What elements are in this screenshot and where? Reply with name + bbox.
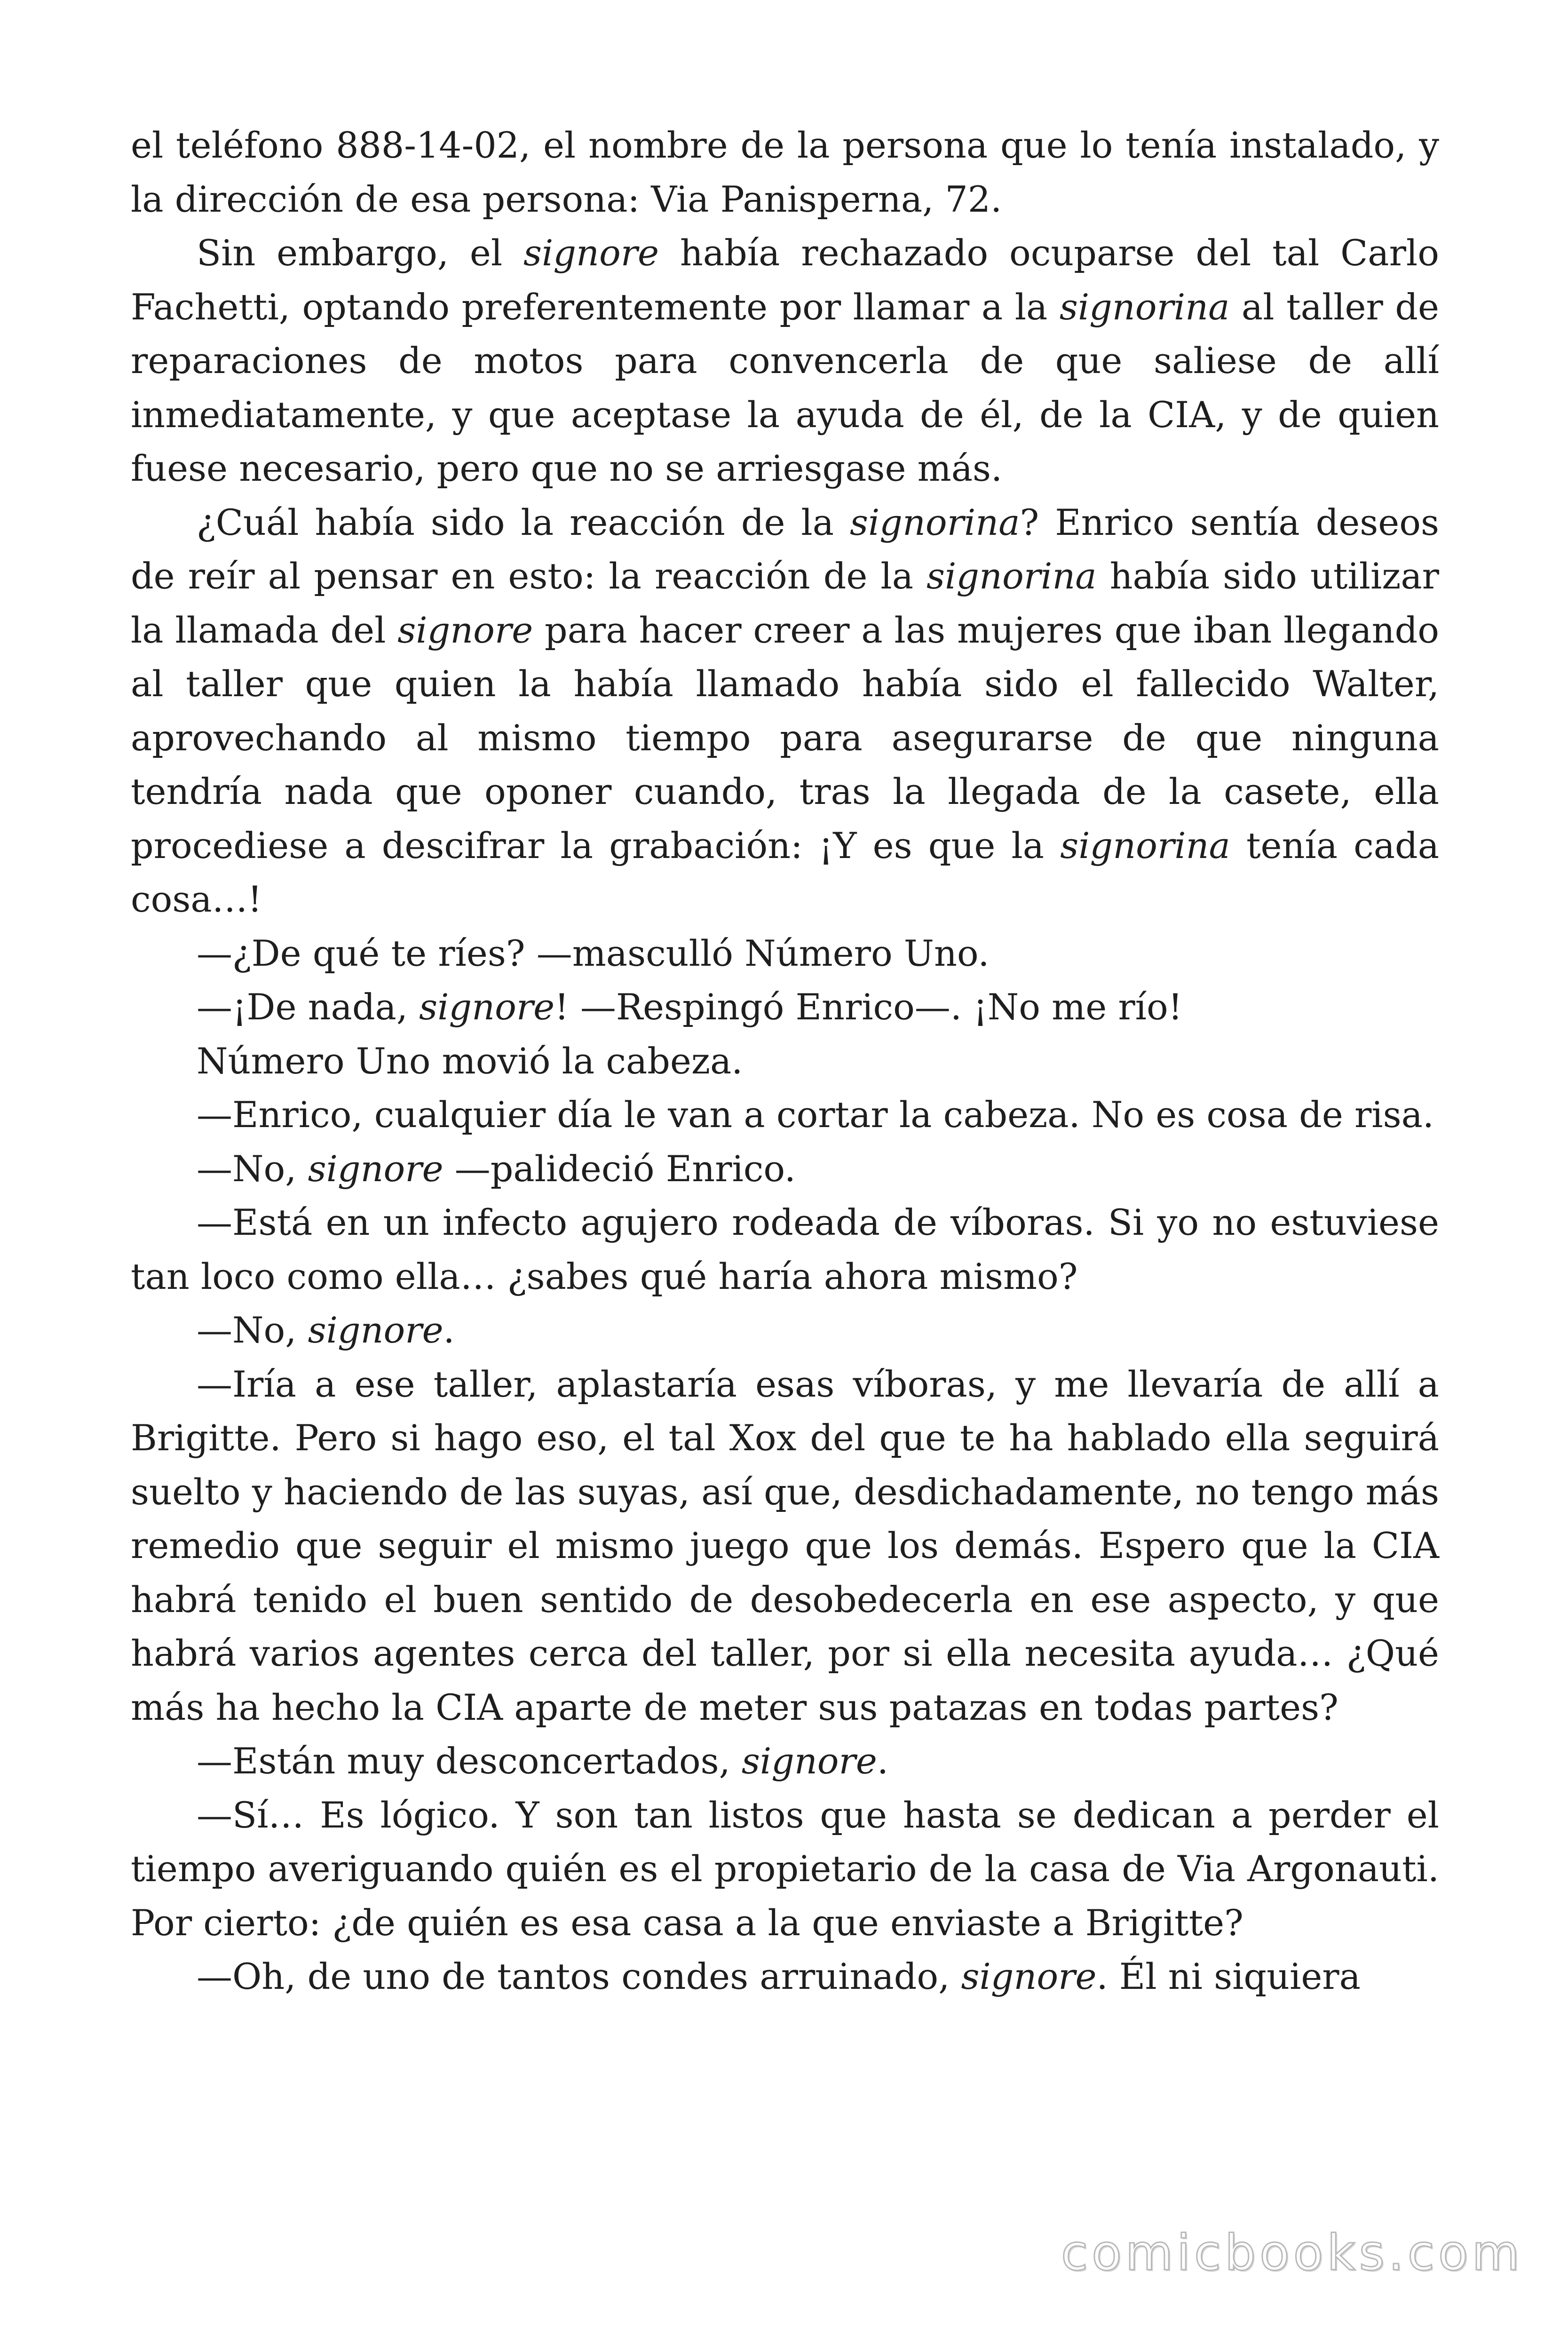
paragraph — [131, 980, 1439, 1034]
text-run: —palideció Enrico. — [443, 1147, 796, 1190]
text-run: —¿De qué te ríes? —masculló Número Uno. — [197, 932, 990, 974]
italic-text-run: signore — [308, 1147, 443, 1190]
paragraph — [131, 927, 1439, 981]
paragraph — [131, 1303, 1439, 1358]
paragraph — [131, 1034, 1439, 1089]
italic-text-run: signore — [308, 1309, 443, 1351]
text-run: —Oh, de uno de tantos condes arruinado, — [197, 1955, 961, 1997]
paragraph — [131, 1088, 1439, 1142]
paragraph — [131, 1196, 1439, 1303]
text-run: Número Uno movió la cabeza. — [197, 1040, 743, 1082]
text-run: al taller de reparaciones de motos para convencerla de que saliese de allí inmediatamente, y que aceptase la ayuda de él, de la CIA, y de quien fuese necesario, pero que no se arriesgase más. — [131, 286, 1439, 489]
text-run: —No, — [197, 1147, 308, 1190]
text-run: el teléfono 888-14-02, el nombre de la persona que lo tenía instalado, y la dirección de esa persona: Via Panisperna, 72. — [131, 124, 1439, 220]
italic-text-run: signore — [419, 986, 555, 1028]
text-run: ¿Cuál había sido la reacción de la — [197, 501, 850, 543]
text-run: —Enrico, cualquier día le van a cortar la cabeza. No es cosa de risa. — [197, 1094, 1434, 1136]
paragraph — [131, 226, 1439, 496]
paragraph — [131, 119, 1439, 226]
text-run: . Él ni siquiera — [1096, 1955, 1361, 1997]
text-run: —Sí… Es lógico. Y son tan listos que hasta se dedican a perder el tiempo averiguando quién es el propietario de la casa de Via Argonauti. Por cierto: ¿de quién es esa casa a la que enviaste a Brigitte? — [131, 1794, 1439, 1944]
text-run: —Iría a ese taller, aplastaría esas víboras, y me llevaría de allí a Brigitte. Pero si hago eso, el tal Xox del que te ha hablado ella seguirá suelto y haciendo de las suyas, así que, desdichadamente, no tengo más remedio que seguir el mismo juego que los demás. Espero que la CIA habrá tenido el buen sentido de desobedecerla en ese aspecto, y que habrá varios agentes cerca del taller, por si ella necesita ayuda… ¿Qué más ha hecho la CIA aparte de meter sus patazas en todas partes? — [131, 1363, 1439, 1728]
italic-text-run: signore — [961, 1955, 1097, 1997]
paragraph — [131, 1142, 1439, 1196]
text-run: Sin embargo, el — [197, 232, 524, 274]
paragraph — [131, 1734, 1439, 1788]
text-run: para hacer creer a las mujeres que iban llegando al taller que quien la había llamado había sido el fallecido Walter, aprovechando al mismo tiempo para asegurarse de que ninguna tendría nada que oponer cuando, tras la llegada de la casete, ella procediese a descifrar la grabación: ¡Y es que la — [131, 609, 1439, 866]
italic-text-run: signorina — [1060, 824, 1230, 866]
paragraph — [131, 1358, 1439, 1735]
text-run: había sido utilizar la llamada del — [131, 555, 1439, 651]
page-body-text — [131, 119, 1439, 2004]
italic-text-run: signorina — [849, 501, 1020, 543]
italic-text-run: signore — [741, 1740, 877, 1782]
text-run: —¡De nada, — [197, 986, 420, 1028]
paragraph — [131, 1950, 1439, 2004]
text-run: . — [877, 1740, 889, 1782]
italic-text-run: signorina — [1059, 286, 1230, 328]
italic-text-run: signorina — [927, 555, 1097, 597]
text-run: tenía cada cosa…! — [131, 824, 1439, 920]
paragraph — [131, 496, 1439, 927]
paragraph — [131, 1788, 1439, 1950]
text-run: había rechazado ocuparse del tal Carlo Fachetti, optando preferentemente por llamar a la — [131, 232, 1439, 328]
text-run: —Están muy desconcertados, — [197, 1740, 742, 1782]
italic-text-run: signore — [397, 609, 533, 651]
watermark-logo: comicbooks.com — [1061, 2224, 1523, 2281]
italic-text-run: signore — [523, 232, 659, 274]
text-run: —Está en un infecto agujero rodeada de víboras. Si yo no estuviese tan loco como ella… ¿sabes qué haría ahora mismo? — [131, 1201, 1439, 1297]
text-run: . — [443, 1309, 455, 1351]
text-run: ! —Respingó Enrico—. ¡No me río! — [554, 986, 1183, 1028]
text-run: —No, — [197, 1309, 308, 1351]
text-run: ? Enrico sentía deseos de reír al pensar en esto: la reacción de la — [131, 501, 1439, 597]
